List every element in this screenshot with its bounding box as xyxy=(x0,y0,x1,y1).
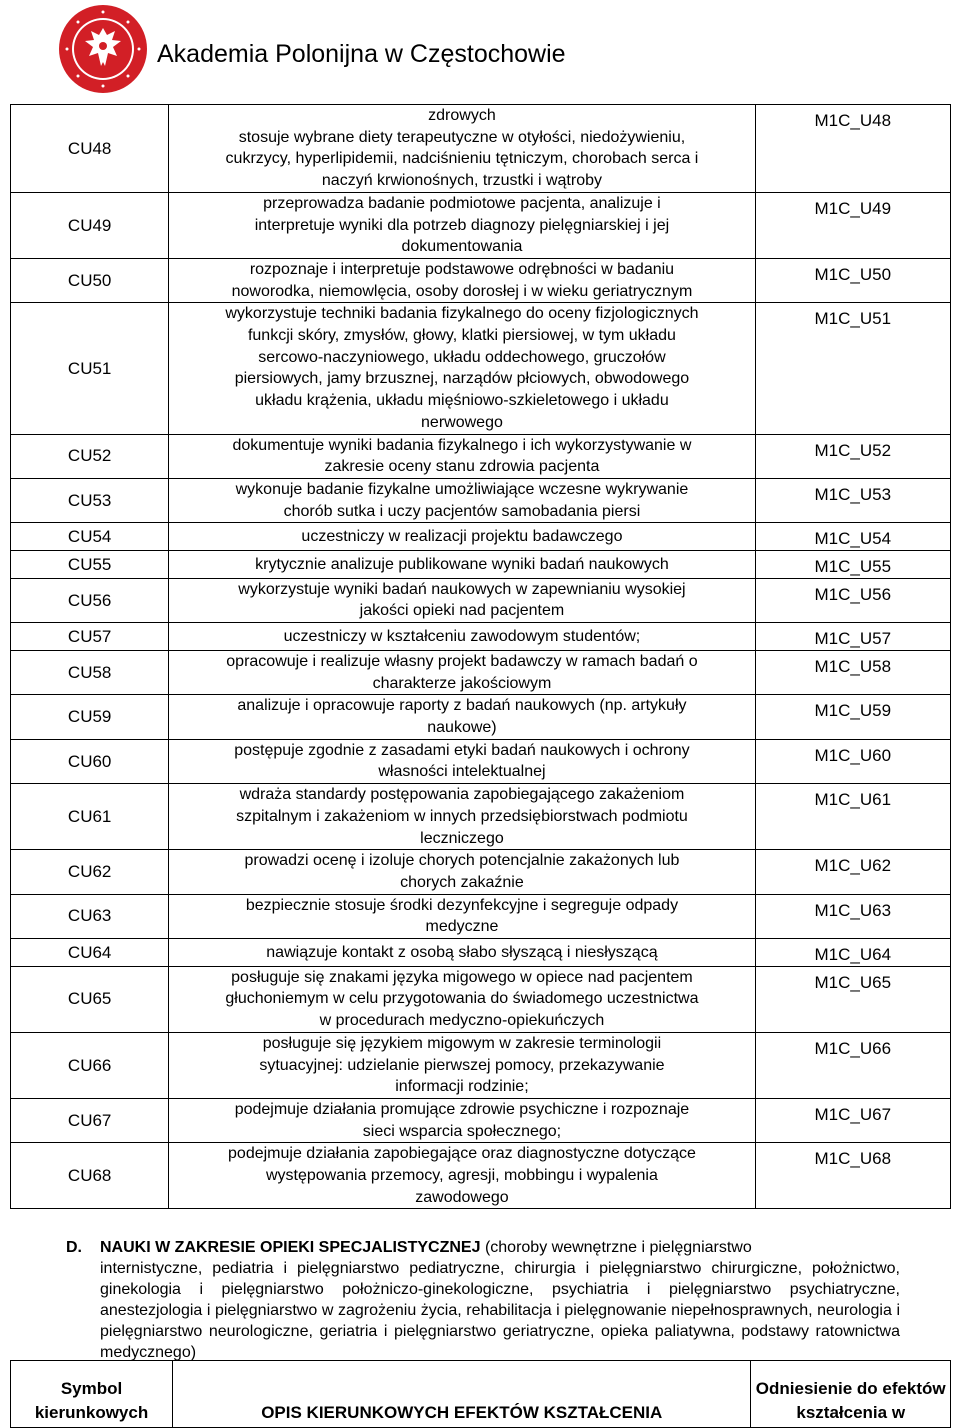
description-cell xyxy=(169,105,755,193)
description-line: rozpoznaje i interpretuje podstawowe odrębności w badaniu xyxy=(249,260,675,278)
description-line: zdrowych xyxy=(428,107,496,124)
table-row xyxy=(11,578,951,622)
description-line: nawiązuje kontakt z osobą słabo słyszącą i niesłyszącą xyxy=(266,943,658,961)
description-line: cukrzycy, hyperlipidemii, nadciśnieniu tętniczym, chorobach serca i xyxy=(225,150,699,168)
description-cell xyxy=(169,478,755,522)
description-cell xyxy=(169,578,755,622)
description-line: sercowo-naczyniowego, układu oddechowego, gruczołów xyxy=(258,348,666,366)
section-letter: D. xyxy=(66,1239,82,1256)
description-line: nerwowego xyxy=(421,413,503,431)
symbol-cell: CU64 xyxy=(11,939,169,967)
reference-cell: M1C_U51 xyxy=(755,303,950,434)
description-line: stosuje wybrane diety terapeutyczne w otyłości, niedożywieniu, xyxy=(238,128,686,146)
reference-cell: M1C_U49 xyxy=(755,192,950,258)
description-line: krytycznie analizuje publikowane wyniki badań naukowych xyxy=(255,555,669,573)
learning-outcomes-table xyxy=(10,104,951,1209)
symbol-cell: CU56 xyxy=(11,578,169,622)
symbol-cell: CU60 xyxy=(11,739,169,783)
description-line: postępuje zgodnie z zasadami etyki badań naukowych i ochrony xyxy=(234,741,690,759)
reference-cell: M1C_U59 xyxy=(755,695,950,739)
table-row xyxy=(11,894,951,938)
description-cell xyxy=(169,894,755,938)
symbol-cell: CU48 xyxy=(11,105,169,193)
symbol-cell: CU59 xyxy=(11,695,169,739)
reference-cell: M1C_U50 xyxy=(755,258,950,302)
description-line: jakości opieki nad pacjentem xyxy=(359,602,565,620)
reference-cell: M1C_U61 xyxy=(755,784,950,850)
description-line: sytuacyjnej: udzielanie pierwszej pomocy, przekazywanie xyxy=(259,1056,665,1074)
description-line: głuchoniemym w celu przygotowania do świadomego uczestnictwa xyxy=(225,990,699,1008)
description-line: zawodowego xyxy=(415,1188,509,1206)
header-description: OPIS KIERUNKOWYCH EFEKTÓW KSZTAŁCENIA xyxy=(173,1361,751,1428)
reference-cell: M1C_U65 xyxy=(755,966,950,1032)
reference-cell: M1C_U58 xyxy=(755,650,950,694)
description-cell xyxy=(169,434,755,478)
reference-cell: M1C_U60 xyxy=(755,739,950,783)
description-line: szpitalnym i zakażeniom w innych przedsiębiorstwach podmiotu xyxy=(236,807,688,825)
header-reference: Odniesienie do efektów kształcenia w xyxy=(751,1361,951,1428)
description-line: noworodka, niemowlęcia, osoby dorosłej i w wieku geriatrycznym xyxy=(231,282,693,300)
description-cell xyxy=(169,695,755,739)
description-line: chorób sutka i uczy pacjentów samobadania piersi xyxy=(283,502,641,520)
description-cell xyxy=(169,650,755,694)
description-cell xyxy=(169,966,755,1032)
description-line: interpretuje wyniki dla potrzeb diagnozy pielęgniarskiej i jej xyxy=(254,216,670,234)
reference-cell: M1C_U64 xyxy=(755,939,950,967)
table-row xyxy=(11,258,951,302)
table-row xyxy=(11,1098,951,1142)
reference-cell: M1C_U53 xyxy=(755,478,950,522)
description-cell xyxy=(169,739,755,783)
description-line: występowania przemocy, agresji, mobbingu i wypalenia xyxy=(265,1167,658,1185)
description-line: wykorzystuje techniki badania fizykalnego do oceny fizjologicznych xyxy=(225,305,699,323)
description-line: dokumentowania xyxy=(401,238,523,256)
description-line: chorych zakaźnie xyxy=(400,873,524,891)
reference-cell: M1C_U66 xyxy=(755,1032,950,1098)
symbol-cell: CU66 xyxy=(11,1032,169,1098)
table-row xyxy=(11,523,951,551)
description-cell xyxy=(169,623,755,651)
description-line: prowadzi ocenę i izoluje chorych potencjalnie zakażonych lub xyxy=(244,852,680,870)
description-cell xyxy=(169,303,755,434)
description-cell xyxy=(169,523,755,551)
table-row xyxy=(11,192,951,258)
table-row xyxy=(11,1032,951,1098)
description-line: podejmuje działania promujące zdrowie psychiczne i rozpoznaje xyxy=(234,1100,690,1118)
reference-cell: M1C_U52 xyxy=(755,434,950,478)
symbol-cell: CU51 xyxy=(11,303,169,434)
description-line: uczestniczy w realizacji projektu badawczego xyxy=(301,527,623,545)
reference-cell: M1C_U57 xyxy=(755,623,950,651)
description-line: opracowuje i realizuje własny projekt badawczy w ramach badań o xyxy=(226,652,698,670)
description-line: zakresie oceny stanu zdrowia pacjenta xyxy=(324,458,600,476)
description-cell xyxy=(169,1143,755,1209)
header-symbol: Symbol kierunkowych xyxy=(11,1361,173,1428)
table-row xyxy=(11,939,951,967)
symbol-cell: CU68 xyxy=(11,1143,169,1209)
academy-title: Akademia Polonijna w Częstochowie xyxy=(157,40,566,68)
description-cell xyxy=(169,1098,755,1142)
description-cell xyxy=(169,784,755,850)
description-cell xyxy=(169,258,755,302)
symbol-cell: CU65 xyxy=(11,966,169,1032)
table-row xyxy=(11,623,951,651)
symbol-cell: CU55 xyxy=(11,551,169,579)
symbol-cell: CU49 xyxy=(11,192,169,258)
description-line: bezpiecznie stosuje środki dezynfekcyjne i segreguje odpady xyxy=(245,896,679,914)
description-line: uczestniczy w kształceniu zawodowym studentów; xyxy=(283,627,641,645)
symbol-cell: CU53 xyxy=(11,478,169,522)
description-line: własności intelektualnej xyxy=(378,763,546,781)
symbol-cell: CU54 xyxy=(11,523,169,551)
symbol-cell: CU58 xyxy=(11,650,169,694)
description-line: układu krążenia, układu mięśniowo-szkieletowego i układu xyxy=(255,392,669,410)
section-text-first: (choroby wewnętrzne i pielęgniarstwo xyxy=(480,1239,752,1256)
description-line: w procedurach medyczno-opiekuńczych xyxy=(319,1012,605,1030)
description-line: naukowe) xyxy=(427,718,497,736)
academy-seal-logo xyxy=(58,4,148,94)
reference-cell: M1C_U62 xyxy=(755,850,950,894)
symbol-cell: CU62 xyxy=(11,850,169,894)
table-row xyxy=(11,105,951,193)
description-line: sieci wsparcia społecznego; xyxy=(362,1122,562,1140)
description-cell xyxy=(169,850,755,894)
next-table-header xyxy=(10,1360,951,1428)
table-row xyxy=(11,850,951,894)
reference-cell: M1C_U63 xyxy=(755,894,950,938)
section-d-description xyxy=(66,1237,900,1363)
reference-cell: M1C_U48 xyxy=(755,105,950,193)
description-line: informacji rodzinie; xyxy=(395,1078,529,1096)
section-title: NAUKI W ZAKRESIE OPIEKI SPECJALISTYCZNEJ xyxy=(100,1239,481,1256)
description-line: posługuje się znakami języka migowego w opiece nad pacjentem xyxy=(231,968,693,986)
table-row xyxy=(11,434,951,478)
description-line: wykorzystuje wyniki badań naukowych w zapewnianiu wysokiej xyxy=(238,580,686,598)
table-row xyxy=(11,966,951,1032)
reference-cell: M1C_U56 xyxy=(755,578,950,622)
description-cell xyxy=(169,1032,755,1098)
table-row xyxy=(11,478,951,522)
reference-cell: M1C_U54 xyxy=(755,523,950,551)
table-row xyxy=(11,303,951,434)
symbol-cell: CU57 xyxy=(11,623,169,651)
description-line: wdraża standardy postępowania zapobiegającego zakażeniom xyxy=(239,786,685,804)
symbol-cell: CU61 xyxy=(11,784,169,850)
symbol-cell: CU67 xyxy=(11,1098,169,1142)
table-row xyxy=(11,739,951,783)
reference-cell: M1C_U67 xyxy=(755,1098,950,1142)
table-row xyxy=(11,1143,951,1209)
symbol-cell: CU63 xyxy=(11,894,169,938)
description-line: charakterze jakościowym xyxy=(372,674,552,692)
symbol-cell: CU50 xyxy=(11,258,169,302)
table-row xyxy=(11,551,951,579)
description-line: podejmuje działania zapobiegające oraz diagnostyczne dotyczące xyxy=(228,1145,696,1163)
section-text-rest: internistyczne, pediatria i pielęgniarstwo pediatryczne, chirurgia i pielęgniarstwo chirurgiczne, położnictwo, ginekologia i pielęgniarstwo położniczo-ginekologiczne, psychiatria i pielęgniarstwo psychiatryczne, anestezjologia i pielęgniarstwo w zagrożeniu życia, rehabilitacja i pielęgnowanie niepełnosprawnych, neurologia i pielęgniarstwo neurologiczne, geriatria i pielęgniarstwo geriatryczne, opieka paliatywna, podstawy ratownictwa medycznego) xyxy=(100,1260,900,1361)
description-cell xyxy=(169,551,755,579)
description-line: analizuje i opracowuje raporty z badań naukowych (np. artykuły xyxy=(237,697,687,715)
description-line: medyczne xyxy=(425,918,499,936)
description-line: naczyń krwionośnych, trzustki i wątroby xyxy=(321,172,602,190)
description-line: dokumentuje wyniki badania fizykalnego i ich wykorzystywanie w xyxy=(232,436,692,454)
description-line: przeprowadza badanie podmiotowe pacjenta, analizuje i xyxy=(263,194,661,212)
reference-cell: M1C_U55 xyxy=(755,551,950,579)
table-row xyxy=(11,695,951,739)
description-line: funkcji skóry, zmysłów, głowy, klatki piersiowej, w tym układu xyxy=(247,327,676,345)
description-line: leczniczego xyxy=(420,829,504,847)
reference-cell: M1C_U68 xyxy=(755,1143,950,1209)
description-cell xyxy=(169,939,755,967)
table-row xyxy=(11,784,951,850)
symbol-cell: CU52 xyxy=(11,434,169,478)
table-row xyxy=(11,650,951,694)
description-line: piersiowych, jamy brzusznej, narządów płciowych, obwodowego xyxy=(234,370,690,388)
description-cell xyxy=(169,192,755,258)
description-line: wykonuje badanie fizykalne umożliwiające wczesne wykrywanie xyxy=(235,480,689,498)
page-header xyxy=(58,4,938,102)
description-line: posługuje się językiem migowym w zakresie terminologii xyxy=(262,1034,662,1052)
